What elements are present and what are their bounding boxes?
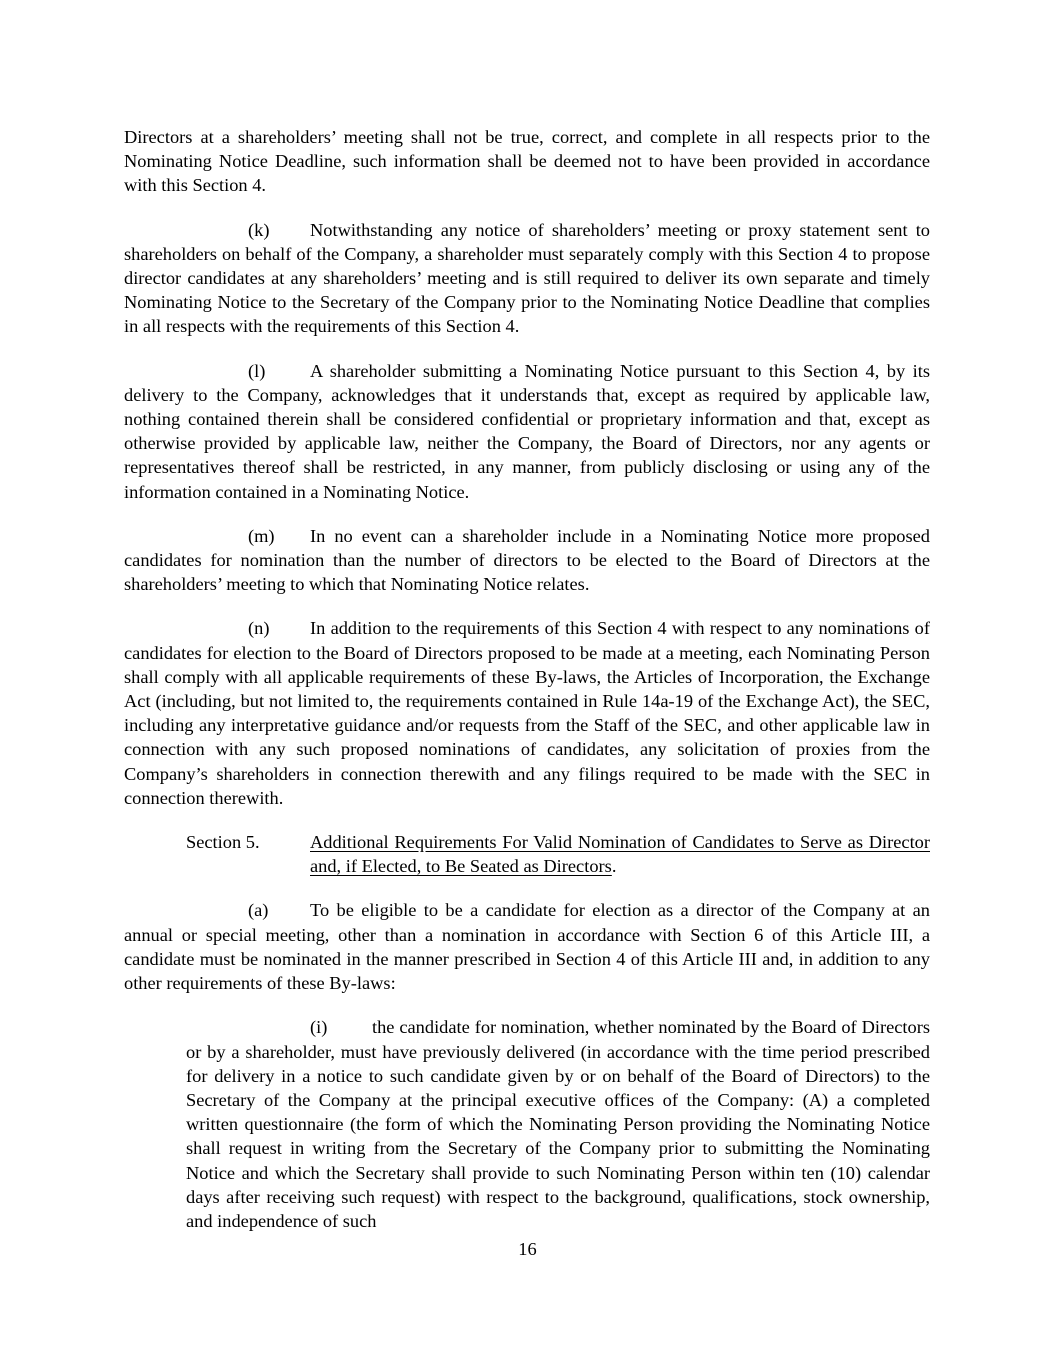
paragraph-l-text: A shareholder submitting a Nominating Notice pursuant to this Section 4, by its delivery to the Company, acknowledges that it understands that, except as required by applicable law, nothing contained therein shall be considered confidential or proprietary information and that, except as otherwise provided by applicable law, neither the Company, the Board of Directors, nor any agents or representatives thereof shall be restricted, in any manner, from publicly disclosing or using any of the information contained in a Nominating Notice. <box>124 360 930 502</box>
subparagraph-5a-i <box>186 1015 930 1233</box>
paragraph-n-label: (n) <box>248 618 270 639</box>
continuation-text: Directors at a shareholders’ meeting shall not be true, correct, and complete in all respects prior to the Nominating Notice Deadline, such information shall be deemed not to have been provided in accordance with this Section 4. <box>124 127 930 196</box>
paragraph-5a-label: (a) <box>248 900 269 921</box>
paragraph-m-text: In no event can a shareholder include in a Nominating Notice more proposed candidates for nomination than the number of directors to be elected to the Board of Directors at the shareholders’ meeting to which that Nominating Notice relates. <box>124 525 930 595</box>
paragraph-m <box>124 524 930 597</box>
page-number: 16 <box>518 1239 537 1259</box>
page-body <box>124 125 930 1233</box>
paragraph-k <box>124 218 930 339</box>
subparagraph-5a-i-label: (i) <box>310 1017 328 1038</box>
section-5-title-end: . <box>611 856 617 877</box>
section-5-heading <box>186 830 930 878</box>
continuation-paragraph <box>124 125 930 198</box>
paragraph-5a-text: To be eligible to be a candidate for election as a director of the Company at an annual or special meeting, other than a nomination in accordance with Section 6 of this Article III, a candidate must be nominated in the manner prescribed in Section 4 of this Article III and, in addition to any other requirements of these By-laws: <box>124 900 930 994</box>
paragraph-k-text: Notwithstanding any notice of shareholders’ meeting or proxy statement sent to shareholders on behalf of the Company, a shareholder must separately comply with this Section 4 to propose director candidates at any shareholders’ meeting and is still required to deliver its own separate and timely Nominating Notice to the Secretary of the Company prior to the Nominating Notice Deadline that complies in all respects with the requirements of this Section 4. <box>124 219 930 337</box>
section-5-number: Section 5. <box>186 832 260 853</box>
paragraph-n-text: In addition to the requirements of this Section 4 with respect to any nominations of candidates for election to the Board of Directors proposed to be made at a meeting, each Nominating Person shall comply with all applicable requirements of these By-laws, the Articles of Incorporation, the Exchange Act (including, but not limited to, the requirements contained in Rule 14a-19 of the Exchange Act), the SEC, including any interpretative guidance and/or requests from the Staff of the SEC, and other applicable law in connection with any such proposed nominations of candidates, any solicitation of proxies from the Company’s shareholders in connection therewith and any filings required to be made with the SEC in connection therewith. <box>124 618 930 808</box>
subparagraph-5a-i-text: the candidate for nomination, whether nominated by the Board of Directors or by a shareholder, must have previously delivered (in accordance with the time period prescribed for delivery in a notice to such candidate given by or on behalf of the Board of Directors) to the Secretary of the Company at the principal executive offices of the Company: (A) a completed written questionnaire (the form of which the Nominating Person providing the Nominating Notice shall request in writing from the Secretary of the Company prior to submitting the Nominating Notice and which the Secretary shall provide to such Nominating Person within ten (10) calendar days after receiving such request) with respect to the background, qualifications, stock ownership, and independence of such <box>186 1017 930 1231</box>
paragraph-l <box>124 359 930 504</box>
section-5-title: Additional Requirements For Valid Nomination of Candidates to Serve as Director and, if Elected, to Be Seated as Directors <box>310 832 930 877</box>
paragraph-k-label: (k) <box>248 219 270 240</box>
paragraph-5a <box>124 898 930 995</box>
section-5-title-wrap <box>310 830 930 878</box>
paragraph-m-label: (m) <box>248 525 275 546</box>
paragraph-l-label: (l) <box>248 360 266 381</box>
paragraph-n <box>124 616 930 810</box>
